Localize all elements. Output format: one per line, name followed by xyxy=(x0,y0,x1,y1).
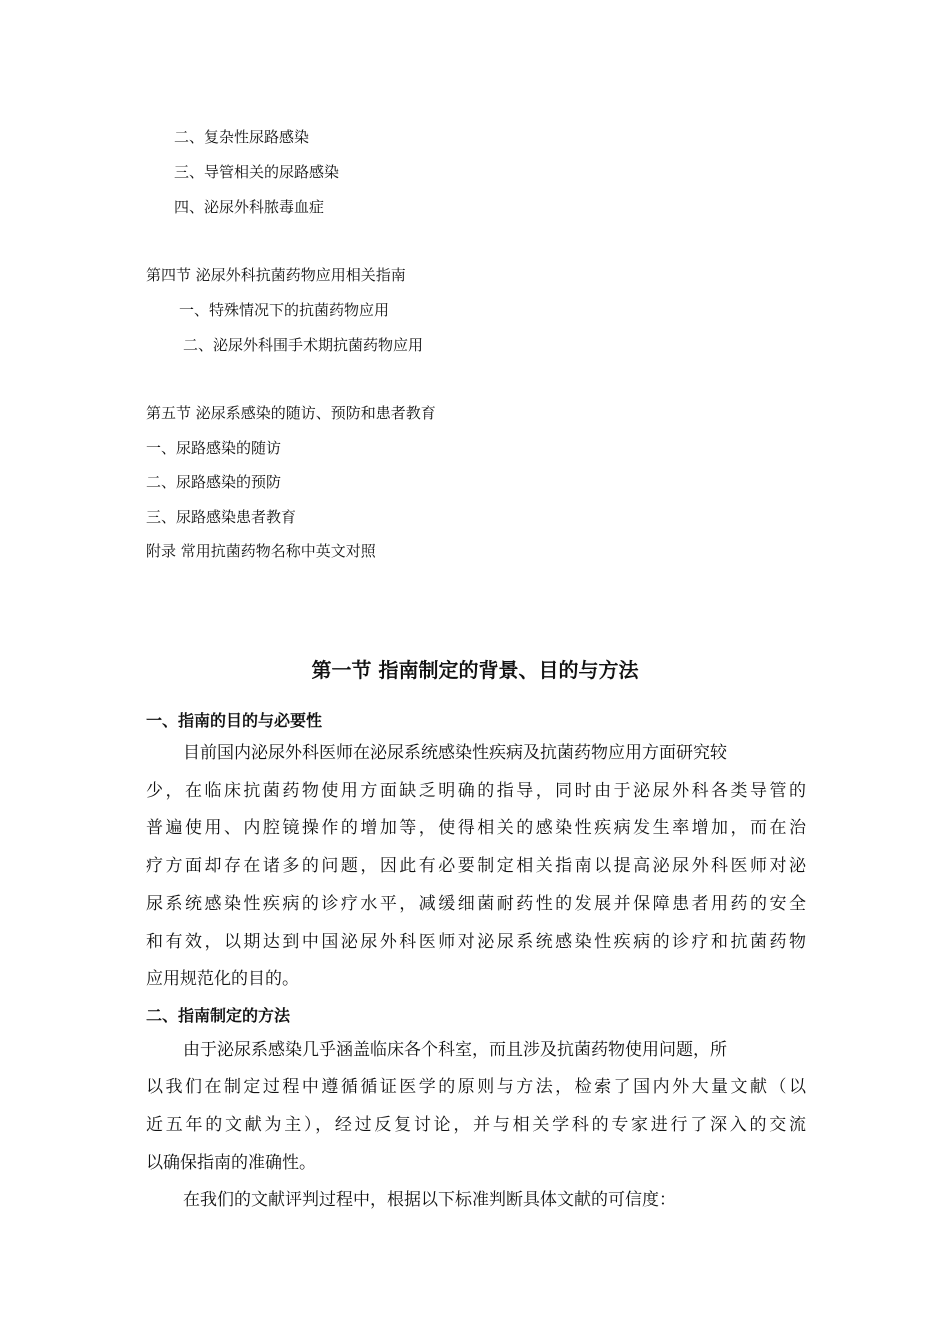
toc-item: 四、泌尿外科脓毒血症 xyxy=(174,198,325,216)
paragraph-line: 目前国内泌尿外科医师在泌尿系统感染性疾病及抗菌药物应用方面研究较 xyxy=(183,743,727,763)
paragraph-line: 以我们在制定过程中遵循循证医学的原则与方法，检索了国内外大量文献（以 xyxy=(146,1077,806,1097)
subheading-method: 二、指南制定的方法 xyxy=(146,1006,291,1025)
paragraph-line: 和有效，以期达到中国泌尿外科医师对泌尿系统感染性疾病的诊疗和抗菌药物 xyxy=(146,932,806,952)
paragraph-line: 少，在临床抗菌药物使用方面缺乏明确的指导，同时由于泌尿外科各类导管的 xyxy=(146,781,806,801)
toc-appendix: 附录 常用抗菌药物名称中英文对照 xyxy=(146,542,376,560)
toc-item: 二、尿路感染的预防 xyxy=(146,473,282,491)
toc-item: 三、导管相关的尿路感染 xyxy=(174,163,340,181)
toc-section: 第五节 泌尿系感染的随访、预防和患者教育 xyxy=(146,404,436,422)
paragraph-line: 普遍使用、内腔镜操作的增加等，使得相关的感染性疾病发生率增加，而在治 xyxy=(146,818,806,838)
toc-item: 二、泌尿外科围手术期抗菌药物应用 xyxy=(183,336,424,354)
paragraph-line: 以确保指南的准确性。 xyxy=(146,1153,316,1173)
paragraph-line: 疗方面却存在诸多的问题，因此有必要制定相关指南以提高泌尿外科医师对泌 xyxy=(146,856,806,876)
paragraph-line: 应用规范化的目的。 xyxy=(146,969,299,989)
paragraph-line: 近五年的文献为主），经过反复讨论，并与相关学科的专家进行了深入的交流 xyxy=(146,1115,806,1135)
paragraph-line: 由于泌尿系感染几乎涵盖临床各个科室，而且涉及抗菌药物使用问题，所 xyxy=(183,1040,727,1060)
toc-item: 一、尿路感染的随访 xyxy=(146,439,282,457)
toc-item: 三、尿路感染患者教育 xyxy=(146,508,297,526)
paragraph-line: 在我们的文献评判过程中，根据以下标准判断具体文献的可信度： xyxy=(183,1190,676,1210)
toc-item: 二、复杂性尿路感染 xyxy=(174,128,310,146)
paragraph-line: 尿系统感染性疾病的诊疗水平，减缓细菌耐药性的发展并保障患者用药的安全 xyxy=(146,894,806,914)
subheading-purpose: 一、指南的目的与必要性 xyxy=(146,711,323,730)
toc-section: 第四节 泌尿外科抗菌药物应用相关指南 xyxy=(146,266,406,284)
toc-item: 一、特殊情况下的抗菌药物应用 xyxy=(179,301,390,319)
section-title: 第一节 指南制定的背景、目的与方法 xyxy=(311,658,639,682)
